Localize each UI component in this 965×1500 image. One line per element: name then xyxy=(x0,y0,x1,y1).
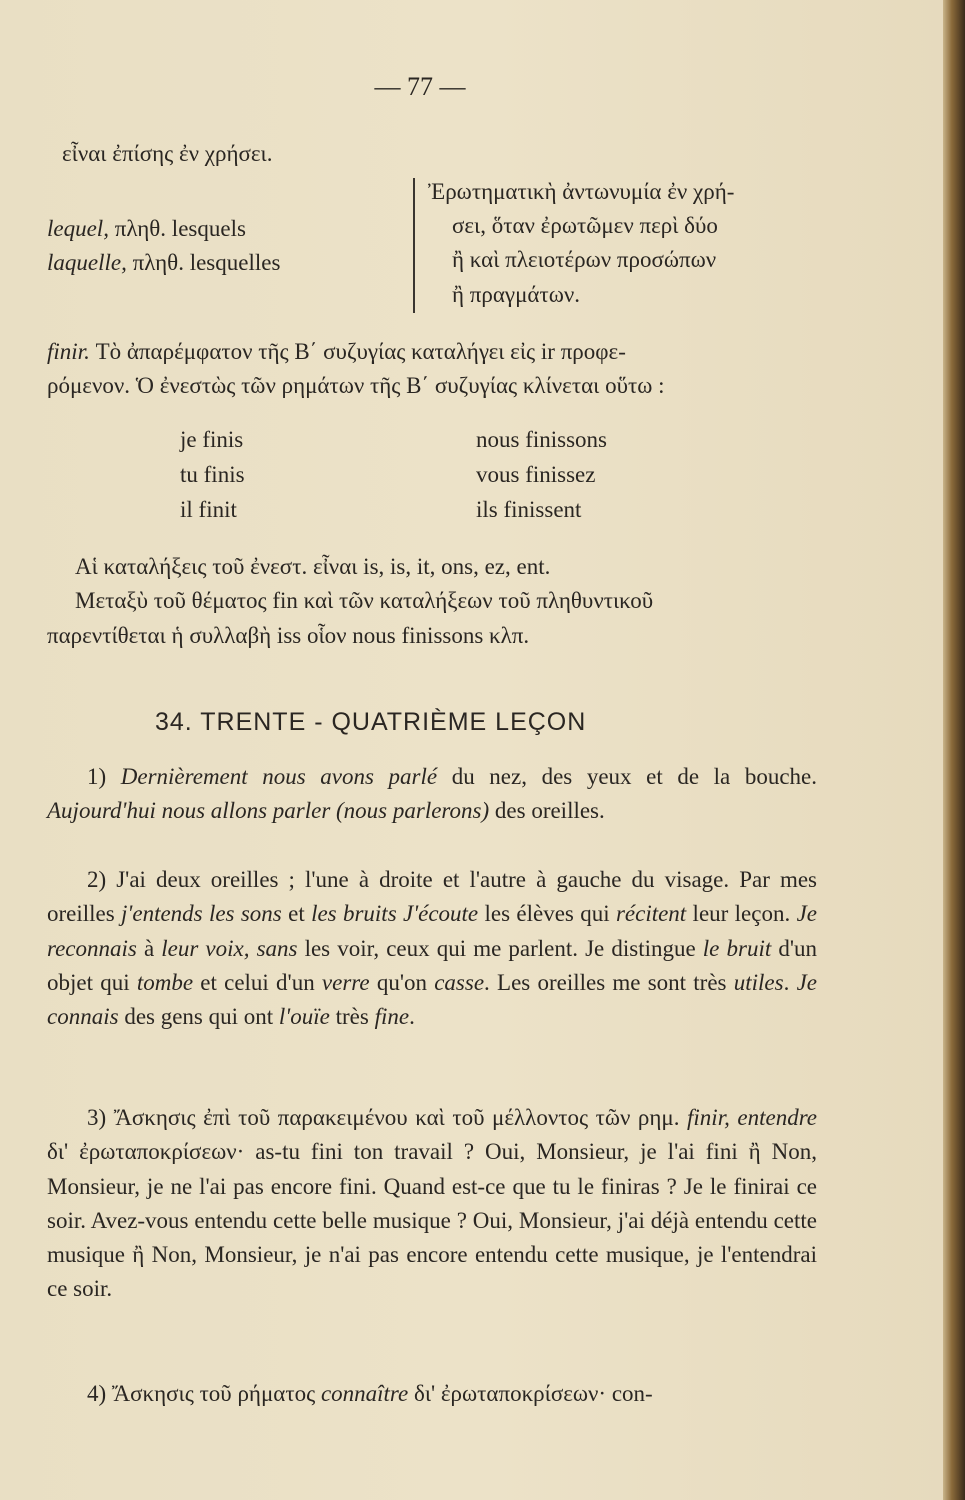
note-divider xyxy=(413,178,415,313)
form-rest: πληθ. lesquels xyxy=(114,216,246,241)
text-run: δι' ἐρωταποκρίσεων· con- xyxy=(408,1381,653,1406)
finir-text: Τὸ ἀπαρέμφατον τῆς Β΄ συζυγίας καταλήγει εἰς ir προφε- xyxy=(95,339,626,364)
note-line: ἢ πραγμάτων. xyxy=(452,282,580,307)
intro-line: εἶναι ἐπίσης ἐν χρήσει. xyxy=(62,141,273,166)
text-run: 3) Ἄσκησις ἐπὶ τοῦ παρακειμένου καὶ τοῦ μέλλοντος τῶν ρημ. xyxy=(87,1105,688,1130)
endings-line: Αἱ καταλήξεις τοῦ ἐνεστ. εἶναι is, is, it, ons, ez, ent. xyxy=(75,554,551,579)
text-run: 2) J'ai deux oreilles ; l'une à droite et l'autre à gauche du visage. Par mes oreilles xyxy=(47,867,817,927)
italic-phrase: verre xyxy=(321,969,370,995)
text-run: des oreilles. xyxy=(489,798,605,824)
finir-line-1 xyxy=(47,336,626,368)
paragraph-1 xyxy=(47,760,817,829)
text-run: . Les oreilles me sont très xyxy=(484,969,734,995)
page-number: — 77 — xyxy=(374,72,466,101)
text-run: . xyxy=(783,969,797,995)
italic-phrase: J'écoute xyxy=(403,901,479,927)
italic-phrase: Dernièrement nous avons parlé xyxy=(120,764,438,789)
endings-line: Μεταξὺ τοῦ θέματος fin καὶ τῶν καταλήξεων τοῦ πληθυντικοῦ xyxy=(75,588,654,613)
note-line: σει, ὅταν ἐρωτῶμεν περὶ δύο xyxy=(452,213,718,238)
lesson-title: 34. TRENTE - QUATRIÈME LEÇON xyxy=(155,708,587,736)
italic-phrase: l'ouïe xyxy=(278,1004,330,1030)
finir-line-2: ρόμενον. Ὁ ἐνεστὼς τῶν ρημάτων τῆς Β΄ συζυγίας κλίνεται οὕτω : xyxy=(47,373,665,398)
text-run: et xyxy=(281,901,312,927)
form-term: lequel, xyxy=(47,216,109,241)
italic-phrase: connaître xyxy=(320,1381,409,1406)
italic-phrase: utiles xyxy=(733,969,784,995)
note-line: ἢ καὶ πλειοτέρων προσώπων xyxy=(452,247,717,272)
italic-phrase: tombe xyxy=(136,969,194,995)
italic-phrase: récitent xyxy=(615,901,687,927)
text-run: et celui d'un xyxy=(193,969,322,995)
note-line: Ἐρωτηματικὴ ἀντωνυμία ἐν χρή- xyxy=(428,179,735,204)
text-run: des gens qui ont xyxy=(118,1004,279,1030)
endings-line: παρεντίθεται ἡ συλλαβὴ iss οἷον nous finissons κλπ. xyxy=(47,623,530,648)
text-run: très xyxy=(329,1004,375,1030)
text-run: qu'on xyxy=(369,969,435,995)
text-run: à xyxy=(136,935,162,961)
text-run: les voir, ceux qui me parlent. Je distingue xyxy=(297,935,703,961)
text-run: 4) Ἄσκησις τοῦ ρήματος xyxy=(87,1381,321,1406)
conj-plural: vous finissez xyxy=(476,462,596,487)
text-run: d'un objet qui xyxy=(47,935,817,995)
italic-phrase: leur voix, sans xyxy=(161,935,298,961)
form-laquelle xyxy=(47,247,280,279)
finir-term: finir. xyxy=(47,339,90,364)
conj-singular: il finit xyxy=(180,497,237,522)
italic-phrase: le bruit xyxy=(702,935,772,961)
text-run: les élèves qui xyxy=(478,901,616,927)
italic-phrase: casse xyxy=(434,969,485,995)
italic-phrase: les bruits xyxy=(311,901,397,927)
conj-singular: tu finis xyxy=(180,462,245,487)
italic-phrase: Je connais xyxy=(47,969,817,1030)
italic-phrase: j'entends les sons xyxy=(121,901,282,927)
paragraph-3 xyxy=(47,1101,817,1307)
paragraph-4 xyxy=(47,1377,817,1411)
italic-phrase: finir, entendre xyxy=(687,1105,817,1130)
form-lequel xyxy=(47,213,246,245)
text-run: du nez, des yeux et de la bouche. xyxy=(437,764,817,789)
italic-phrase: fine xyxy=(374,1004,410,1030)
italic-phrase: Aujourd'hui nous allons parler (nous parlerons) xyxy=(47,798,490,824)
form-rest: πληθ. lesquelles xyxy=(132,250,281,275)
text-run: leur leçon. xyxy=(686,901,797,927)
italic-phrase: Je reconnais xyxy=(47,901,817,961)
form-term: laquelle, xyxy=(47,250,127,275)
text-run: δι' ἐρωταποκρίσεων· as-tu fini ton travail ? Oui, Monsieur, je l'ai fini ἢ Non, Monsieur, je ne l'ai pas encore fini. Quand est-ce que tu le finiras ? Je le finirai ce soir. Avez-vous entendu cette belle musique ? Oui, Monsieur, j'ai déjà entendu cette musique ἢ Non, Monsieur, je n'ai pas encore entendu cette musique, je l'entendrai ce soir. xyxy=(47,1139,817,1302)
text-run: . xyxy=(409,1004,415,1030)
book-edge xyxy=(943,0,965,1500)
text-run: 1) xyxy=(87,764,121,789)
conj-plural: ils finissent xyxy=(476,497,582,522)
conj-singular: je finis xyxy=(180,427,244,452)
conj-plural: nous finissons xyxy=(476,427,607,452)
paragraph-2 xyxy=(47,863,817,1034)
